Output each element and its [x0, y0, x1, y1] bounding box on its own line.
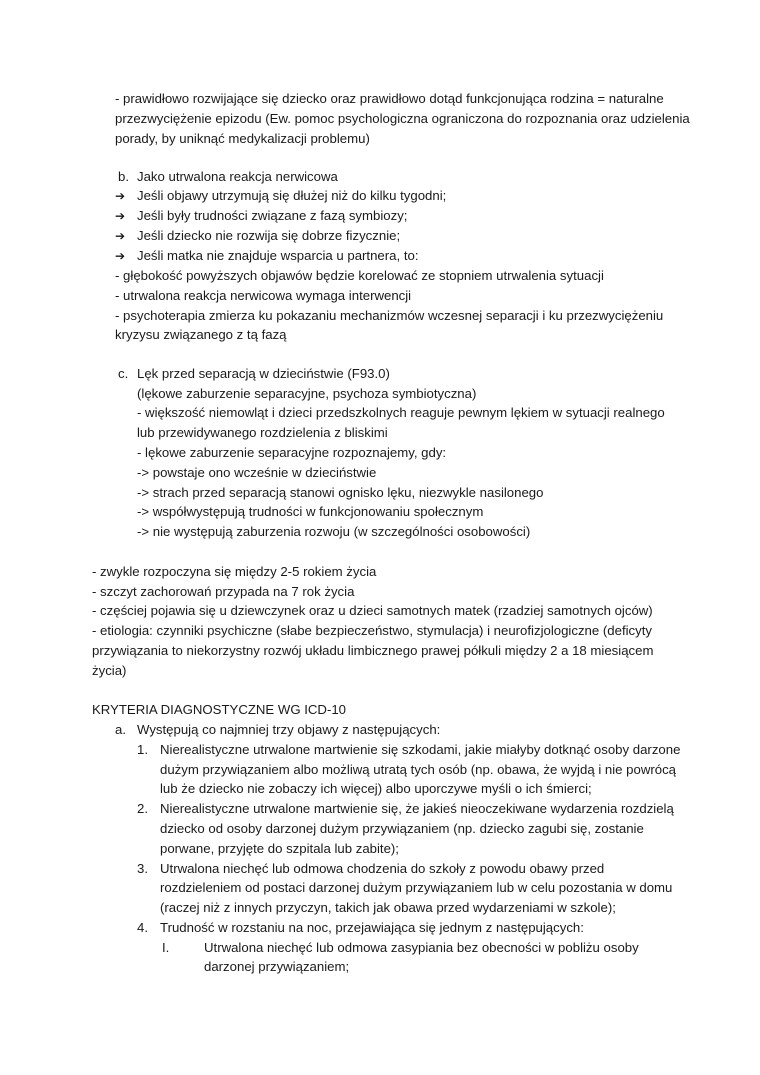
section-c-line: -> powstaje ono wcześnie w dzieciństwie: [137, 465, 377, 480]
arrow-icon: ➔: [115, 209, 126, 223]
criteria-item-line: porwane, przyjęte do szpitala lub zabite);: [160, 841, 399, 856]
dash-line: - głębokość powyższych objawów będzie korelować ze stopniem utrwalenia sytuacji: [115, 268, 604, 283]
fact-line: przywiązania to niekorzystny rozwój układu limbicznego prawej półkuli między 2 a 18 miesiącem: [92, 643, 654, 658]
intro-line: przezwyciężenie epizodu (Ew. pomoc psychologiczna ograniczona do rozpoznania oraz udzielenia: [115, 111, 690, 126]
criteria-item-line: dziecko od osoby darzonej dużym przywiązaniem (np. dziecko zagubi się, zostanie: [160, 821, 644, 836]
criteria-sub-line: darzonej przywiązaniem;: [204, 959, 350, 974]
list-marker-b: b.: [118, 169, 129, 184]
criteria-item-line: Utrwalona niechęć lub odmowa chodzenia do szkoły z powodu obawy przed: [160, 861, 605, 876]
arrow-icon: ➔: [115, 189, 126, 203]
arrow-icon: ➔: [115, 249, 126, 263]
section-b-title: Jako utrwalona reakcja nerwicowa: [137, 169, 338, 184]
dash-line: kryzysu związanego z tą fazą: [115, 327, 287, 342]
arrow-list-item: Jeśli dziecko nie rozwija się dobrze fizycznie;: [137, 228, 401, 243]
criteria-item-line: rozdzieleniem od postaci darzonej dużym przywiązaniem lub w celu pozostania w domu: [160, 880, 673, 895]
criteria-item-number: 3.: [137, 861, 148, 876]
arrow-list-item: Jeśli były trudności związane z fazą symbiozy;: [137, 208, 408, 223]
intro-line: - prawidłowo rozwijające się dziecko oraz prawidłowo dotąd funkcjonująca rodzina = naturalne: [115, 91, 664, 106]
arrow-list-item: Jeśli matka nie znajduje wsparcia u partnera, to:: [137, 248, 419, 263]
section-c-line: lub przewidywanego rozdzielenia z bliskimi: [137, 425, 388, 440]
section-c-line: -> strach przed separacją stanowi ognisko lęku, niezwykle nasilonego: [137, 485, 544, 500]
section-c-line: (lękowe zaburzenie separacyjne, psychoza symbiotyczna): [137, 386, 477, 401]
criteria-marker-a: a.: [115, 722, 126, 737]
intro-line: porady, by uniknąć medykalizacji problemu): [115, 131, 370, 146]
criteria-item-line: Trudność w rozstaniu na noc, przejawiająca się jednym z następujących:: [160, 920, 584, 935]
criteria-a-text: Występują co najmniej trzy objawy z następujących:: [137, 722, 441, 737]
criteria-sub-line: Utrwalona niechęć lub odmowa zasypiania bez obecności w pobliżu osoby: [204, 940, 639, 955]
section-c-line: - większość niemowląt i dzieci przedszkolnych reaguje pewnym lękiem w sytuacji realnego: [137, 405, 665, 420]
dash-line: - psychoterapia zmierza ku pokazaniu mechanizmów wczesnej separacji i ku przezwyciężeniu: [115, 308, 664, 323]
criteria-item-line: Nierealistyczne utrwalone martwienie się szkodami, jakie miałyby dotknąć osoby darzone: [160, 742, 681, 757]
dash-line: - utrwalona reakcja nerwicowa wymaga interwencji: [115, 288, 412, 303]
criteria-heading: KRYTERIA DIAGNOSTYCZNE WG ICD-10: [92, 702, 347, 717]
criteria-item-line: Nierealistyczne utrwalone martwienie się, że jakieś nieoczekiwane wydarzenia rozdzielą: [160, 801, 674, 816]
criteria-item-number: 4.: [137, 920, 148, 935]
criteria-item-line: lub że dziecko nie zobaczy ich więcej) albo uporczywe myśli o ich śmierci;: [160, 781, 592, 796]
criteria-item-number: 1.: [137, 742, 148, 757]
section-c-line: - lękowe zaburzenie separacyjne rozpoznajemy, gdy:: [137, 445, 447, 460]
fact-line: - etiologia: czynniki psychiczne (słabe bezpieczeństwo, stymulacja) i neurofizjologiczne (deficyty: [92, 623, 652, 638]
arrow-list-item: Jeśli objawy utrzymują się dłużej niż do kilku tygodni;: [137, 188, 447, 203]
fact-line: - zwykle rozpoczyna się między 2-5 rokiem życia: [92, 564, 377, 579]
fact-line: - częściej pojawia się u dziewczynek oraz u dzieci samotnych matek (rzadziej samotnych ojców): [92, 603, 653, 618]
arrow-icon: ➔: [115, 229, 126, 243]
criteria-item-line: (raczej niż z innych przyczyn, takich jak obawa przed wydarzeniami w szkole);: [160, 900, 616, 915]
section-c-title: Lęk przed separacją w dzieciństwie (F93.0): [137, 366, 390, 381]
section-c-line: -> nie występują zaburzenia rozwoju (w szczególności osobowości): [137, 524, 531, 539]
fact-line: - szczyt zachorowań przypada na 7 rok życia: [92, 584, 355, 599]
section-c-line: -> współwystępują trudności w funkcjonowaniu społecznym: [137, 504, 484, 519]
list-marker-c: c.: [118, 366, 129, 381]
fact-line: życia): [92, 663, 127, 678]
criteria-item-number: 2.: [137, 801, 148, 816]
criteria-sub-number: I.: [162, 940, 170, 955]
criteria-item-line: dużym przywiązaniem albo możliwą utratą tych osób (np. obawa, że wyjdą i nie powrócą: [160, 762, 677, 777]
